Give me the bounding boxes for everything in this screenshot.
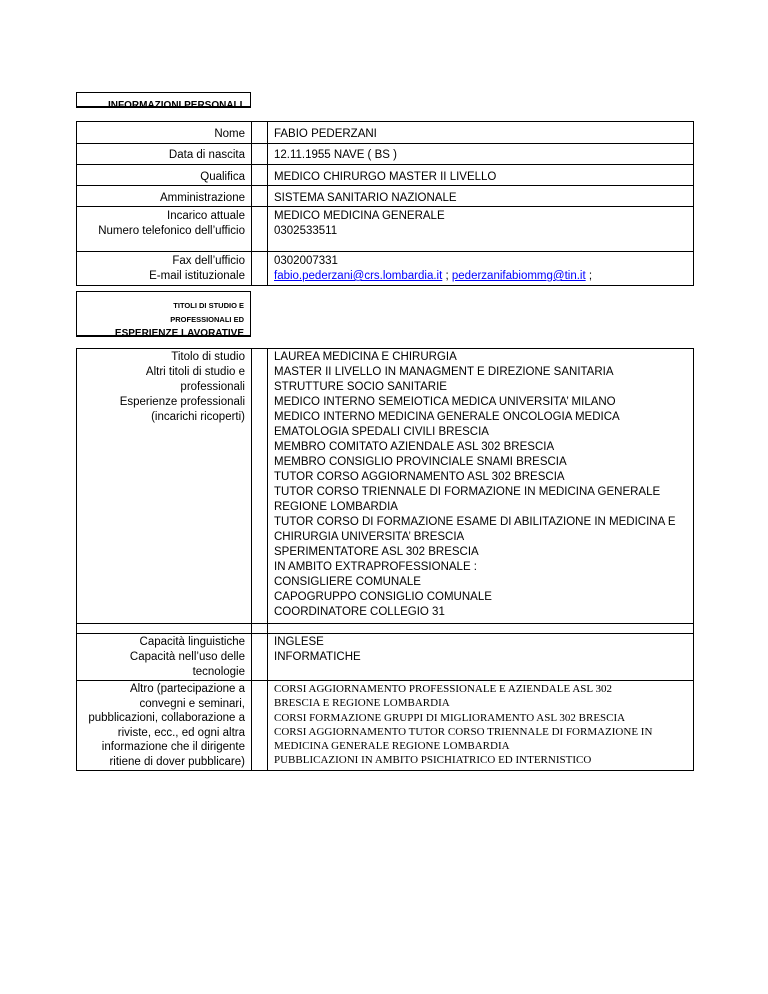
studies-label: (incarichi ricoperti) bbox=[151, 411, 245, 423]
other-value-line: CORSI AGGIORNAMENTO PROFESSIONALE E AZIENDALE ASL 302 bbox=[274, 683, 612, 695]
other-value-line: MEDICINA GENERALE REGIONE LOMBARDIA bbox=[274, 740, 510, 753]
studies-value-line: TUTOR CORSO DI FORMAZIONE ESAME DI ABILITAZIONE IN MEDICINA E bbox=[274, 516, 676, 528]
studies-value-line: STRUTTURE SOCIO SANITARIE bbox=[274, 381, 447, 393]
section-header-personal-label: INFORMAZIONI PERSONALI bbox=[108, 100, 243, 111]
studies-value-line: REGIONE LOMBARDIA bbox=[274, 501, 398, 513]
studies-value-line: MASTER II LIVELLO IN MANAGMENT E DIREZIONE SANITARIA bbox=[274, 366, 614, 378]
studies-value-line: TUTOR CORSO AGGIORNAMENTO ASL 302 BRESCIA bbox=[274, 471, 565, 483]
skills-row bbox=[77, 634, 694, 681]
section-header-personal bbox=[76, 92, 251, 111]
personal-row bbox=[77, 165, 694, 186]
skills-label-languages: Capacità linguistiche bbox=[139, 636, 245, 648]
studies-value-line: CAPOGRUPPO CONSIGLIO COMUNALE bbox=[274, 591, 492, 603]
personal-value-name: FABIO PEDERZANI bbox=[268, 122, 694, 144]
email-link-2[interactable]: pederzanifabiommg@tin.it bbox=[451, 270, 586, 282]
studies-table bbox=[76, 348, 694, 771]
personal-row bbox=[77, 122, 694, 144]
other-label-line: Altro (partecipazione a bbox=[129, 683, 245, 695]
studies-value-line: EMATOLOGIA SPEDALI CIVILI BRESCIA bbox=[274, 426, 489, 438]
personal-value-administration: SISTEMA SANITARIO NAZIONALE bbox=[268, 186, 694, 207]
personal-row bbox=[77, 144, 694, 165]
personal-label-fax: Fax dell’ufficio bbox=[172, 255, 245, 267]
other-value-line: CORSI AGGIORNAMENTO TUTOR CORSO TRIENNALE DI FORMAZIONE IN bbox=[274, 725, 653, 738]
personal-label-administration: Amministrazione bbox=[77, 186, 252, 207]
personal-value-birth: 12.11.1955 NAVE ( BS ) bbox=[268, 144, 694, 165]
studies-label: Altri titoli di studio e bbox=[145, 366, 245, 378]
personal-label-email: E-mail istituzionale bbox=[149, 270, 245, 282]
studies-label: Titolo di studio bbox=[171, 351, 245, 363]
studies-value-line: MEMBRO COMITATO AZIENDALE ASL 302 BRESCIA bbox=[274, 441, 555, 453]
skills-label-tech: Capacità nell’uso delle bbox=[129, 651, 245, 663]
skills-value-tech: INFORMATICHE bbox=[274, 651, 361, 663]
studies-value-line: IN AMBITO EXTRAPROFESSIONALE : bbox=[274, 561, 478, 573]
personal-label-birth: Data di nascita bbox=[77, 144, 252, 165]
other-row bbox=[77, 681, 694, 771]
skills-label-tech: tecnologie bbox=[192, 666, 245, 678]
personal-label-qualification: Qualifica bbox=[77, 165, 252, 186]
studies-value-line: MEDICO INTERNO SEMEIOTICA MEDICA UNIVERSITA’ MILANO bbox=[274, 396, 616, 408]
personal-value-email bbox=[274, 269, 693, 284]
personal-info-table bbox=[76, 121, 694, 286]
studies-value-line: CHIRURGIA UNIVERSITA’ BRESCIA bbox=[274, 531, 465, 543]
studies-value-line: TUTOR CORSO TRIENNALE DI FORMAZIONE IN MEDICINA GENERALE bbox=[274, 486, 661, 498]
personal-value-phone: 0302533511 bbox=[274, 225, 338, 237]
section-header-titles bbox=[76, 291, 251, 337]
studies-label: Esperienze professionali bbox=[119, 396, 245, 408]
email-link-1[interactable]: fabio.pederzani@crs.lombardia.it bbox=[274, 270, 443, 282]
personal-row bbox=[77, 252, 694, 286]
studies-label: professionali bbox=[180, 381, 245, 393]
studies-value-line: SPERIMENTATORE ASL 302 BRESCIA bbox=[274, 546, 479, 558]
other-label-line: riviste, ecc., ed ogni altra bbox=[117, 726, 245, 739]
personal-label-name: Nome bbox=[77, 122, 252, 144]
section-header-titles-line: TITOLI DI STUDIO E bbox=[173, 301, 244, 310]
studies-value-line: LAUREA MEDICINA E CHIRURGIA bbox=[274, 351, 457, 363]
email-separator: ; bbox=[442, 270, 452, 282]
section-header-titles-line: PROFESSIONALI ED bbox=[170, 315, 244, 324]
other-label-line: pubblicazioni, collaborazione a bbox=[88, 712, 245, 725]
skills-value-languages: INGLESE bbox=[274, 636, 324, 648]
other-value-line: BRESCIA E REGIONE LOMBARDIA bbox=[274, 697, 450, 710]
studies-value-line: COORDINATORE COLLEGIO 31 bbox=[274, 606, 445, 618]
section-header-titles-line: ESPERIENZE LAVORATIVE bbox=[114, 328, 244, 339]
studies-value-line: MEMBRO CONSIGLIO PROVINCIALE SNAMI BRESCIA bbox=[274, 456, 567, 468]
other-label-line: informazione che il dirigente bbox=[101, 741, 245, 754]
other-label-line: convegni e seminari, bbox=[139, 697, 245, 710]
other-label-line: ritiene di dover pubblicare) bbox=[109, 755, 245, 768]
studies-value-line: CONSIGLIERE COMUNALE bbox=[274, 576, 421, 588]
personal-value-role: MEDICO MEDICINA GENERALE bbox=[274, 210, 445, 222]
personal-value-qualification: MEDICO CHIRURGO MASTER II LIVELLO bbox=[268, 165, 694, 186]
other-value-line: PUBBLICAZIONI IN AMBITO PSICHIATRICO ED INTERNISTICO bbox=[274, 754, 592, 767]
email-separator: ; bbox=[585, 270, 593, 282]
studies-value-line: MEDICO INTERNO MEDICINA GENERALE ONCOLOGIA MEDICA bbox=[274, 411, 620, 423]
studies-row bbox=[77, 349, 694, 624]
personal-label-role: Incarico attuale bbox=[167, 210, 245, 222]
personal-row bbox=[77, 186, 694, 207]
personal-value-fax: 0302007331 bbox=[274, 255, 338, 267]
other-value-line: CORSI FORMAZIONE GRUPPI DI MIGLIORAMENTO ASL 302 BRESCIA bbox=[274, 711, 626, 724]
personal-row bbox=[77, 207, 694, 252]
personal-label-phone: Numero telefonico dell’ufficio bbox=[98, 225, 245, 237]
